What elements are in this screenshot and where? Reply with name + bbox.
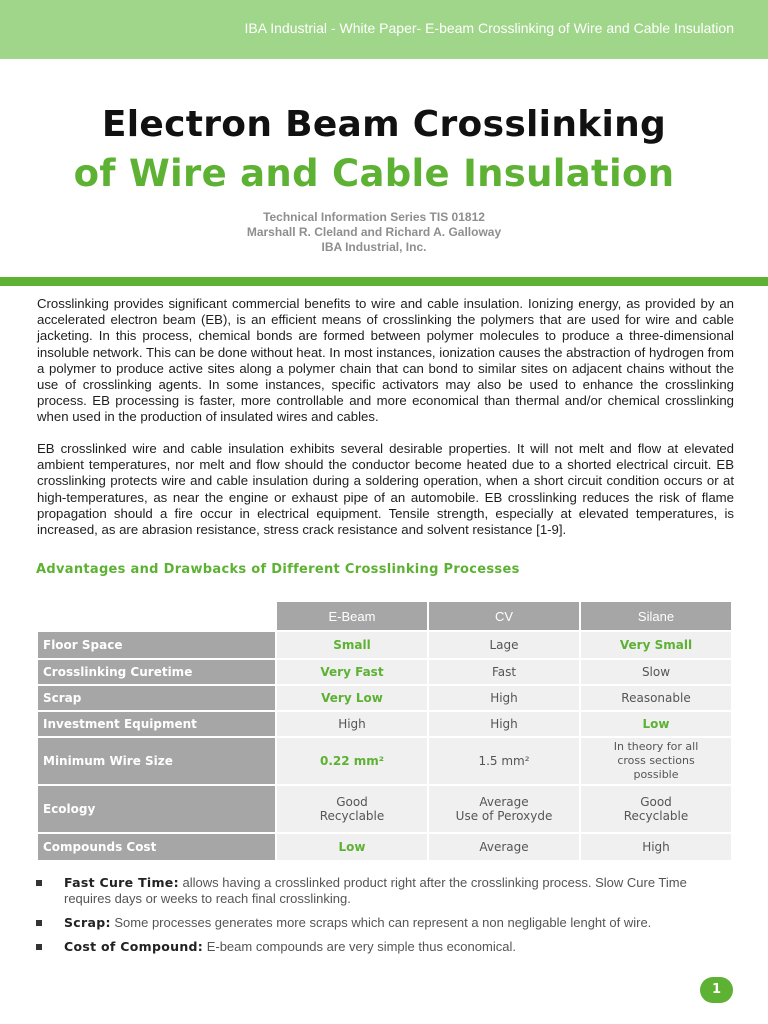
table-cell: Average [428, 833, 580, 861]
table-cell: 0.22 mm² [276, 737, 428, 785]
table-cell: High [428, 711, 580, 737]
table-row [37, 659, 732, 685]
table-cell: High [276, 711, 428, 737]
table-cell [580, 785, 732, 833]
authors: Marshall R. Cleland and Richard A. Galloway [246, 225, 502, 239]
cell-line: Recyclable [319, 809, 385, 823]
row-label: Floor Space [37, 631, 276, 659]
document-title-line1: Electron Beam Crosslinking [101, 104, 667, 145]
table-row [37, 711, 732, 737]
section-heading: Advantages and Drawbacks of Different Crosslinking Processes [36, 562, 520, 577]
table-cell: Slow [580, 659, 732, 685]
table-cell: High [428, 685, 580, 711]
table-cell: Very Small [580, 631, 732, 659]
table-cell: Very Fast [276, 659, 428, 685]
cell-line: Recyclable [623, 809, 689, 823]
table-cell: Very Low [276, 685, 428, 711]
table-cell [580, 737, 732, 785]
section-divider [0, 277, 768, 286]
cell-line: Good [336, 795, 368, 809]
series-number: Technical Information Series TIS 01812 [263, 210, 485, 224]
table-cell: High [580, 833, 732, 861]
table-corner-cell [37, 601, 276, 631]
list-item [36, 939, 736, 955]
row-label: Crosslinking Curetime [37, 659, 276, 685]
cell-line: Average [479, 795, 529, 809]
row-label: Investment Equipment [37, 711, 276, 737]
table-cell [276, 785, 428, 833]
cell-line: cross sections [617, 754, 695, 767]
table-row [37, 737, 732, 785]
comparison-table [36, 600, 733, 862]
bullet-list [36, 875, 736, 955]
bullet-term: Cost of Compound: [64, 939, 204, 954]
table-row [37, 685, 732, 711]
list-item [36, 915, 736, 931]
cell-line: Use of Peroxyde [455, 809, 553, 823]
running-title: IBA Industrial - White Paper- E-beam Crosslinking of Wire and Cable Insulation [244, 20, 734, 36]
header-bar [0, 0, 768, 59]
cell-line: In theory for all [613, 740, 699, 753]
table-row [37, 833, 732, 861]
intro-paragraph: Crosslinking provides significant commercial benefits to wire and cable insulation. Ionizing energy, as provided by an accelerated electron beam (EB), is an efficient means of crosslinking the polymers that are used for wire and cable jacketing. In this process, chemical bonds are formed between polymer molecules to produce a three-dimensional insoluble network. This can be done without heat. In most instances, ionization causes the abstraction of hydrogen from a polymer to produce active sites along a polymer chain that can bond to similar sites on adjacent chains without the use of crosslinking agents. In some instances, specific activators may also be used to enhance the crosslinking process. EB processing is faster, more controllable and more economical than thermal and/or chemical crosslinking when used in the production of insulated wires and cables. [37, 296, 734, 425]
column-header-silane: Silane [580, 601, 732, 631]
properties-paragraph: EB crosslinked wire and cable insulation exhibits several desirable properties. It will not melt and flow at elevated ambient temperatures, nor melt and flow should the conductor become heated due to a shorted electrical circuit. EB crosslinking protects wire and cable insulation during a soldering operation, when a short circuit condition occurs or at high-temperatures, as near the engine or exhaust pipe of an automobile. EB crosslinking reduces the risk of flame propagation should a fire occur in electrical equipment. Tensile strength, especially at elevated temperatures, is increased, as are abrasion resistance, stress crack resistance and solvent resistance [1-9]. [37, 441, 734, 538]
column-header-ebeam: E-Beam [276, 601, 428, 631]
table-cell: Fast [428, 659, 580, 685]
table-row [37, 631, 732, 659]
table-row [37, 785, 732, 833]
cell-line: possible [633, 768, 679, 781]
bullet-text: E-beam compounds are very simple thus economical. [203, 939, 516, 954]
table-cell: Low [580, 711, 732, 737]
byline [0, 210, 748, 255]
bullet-term: Scrap: [64, 915, 111, 930]
table-cell: Small [276, 631, 428, 659]
row-label: Compounds Cost [37, 833, 276, 861]
bullet-text: Some processes generates more scraps which can represent a non negligable lenght of wire. [110, 915, 652, 930]
table-cell: 1.5 mm² [428, 737, 580, 785]
document-title-line2: of Wire and Cable Insulation [73, 152, 675, 195]
table-cell: Lage [428, 631, 580, 659]
bullet-text: allows having a crosslinked product right after the crosslinking process. Slow Cure Time requires days or weeks to reach final crosslinking. [64, 875, 687, 906]
table-cell: Low [276, 833, 428, 861]
page-number-badge: 1 [700, 977, 733, 1003]
square-bullet-icon [36, 944, 42, 950]
table-cell [428, 785, 580, 833]
cell-line: Good [640, 795, 672, 809]
table-header-row [37, 601, 732, 631]
square-bullet-icon [36, 920, 42, 926]
row-label: Minimum Wire Size [37, 737, 276, 785]
column-header-cv: CV [428, 601, 580, 631]
square-bullet-icon [36, 880, 42, 886]
row-label: Scrap [37, 685, 276, 711]
row-label: Ecology [37, 785, 276, 833]
table-cell: Reasonable [580, 685, 732, 711]
bullet-term: Fast Cure Time: [64, 875, 179, 890]
organization: IBA Industrial, Inc. [321, 240, 427, 254]
list-item [36, 875, 736, 907]
